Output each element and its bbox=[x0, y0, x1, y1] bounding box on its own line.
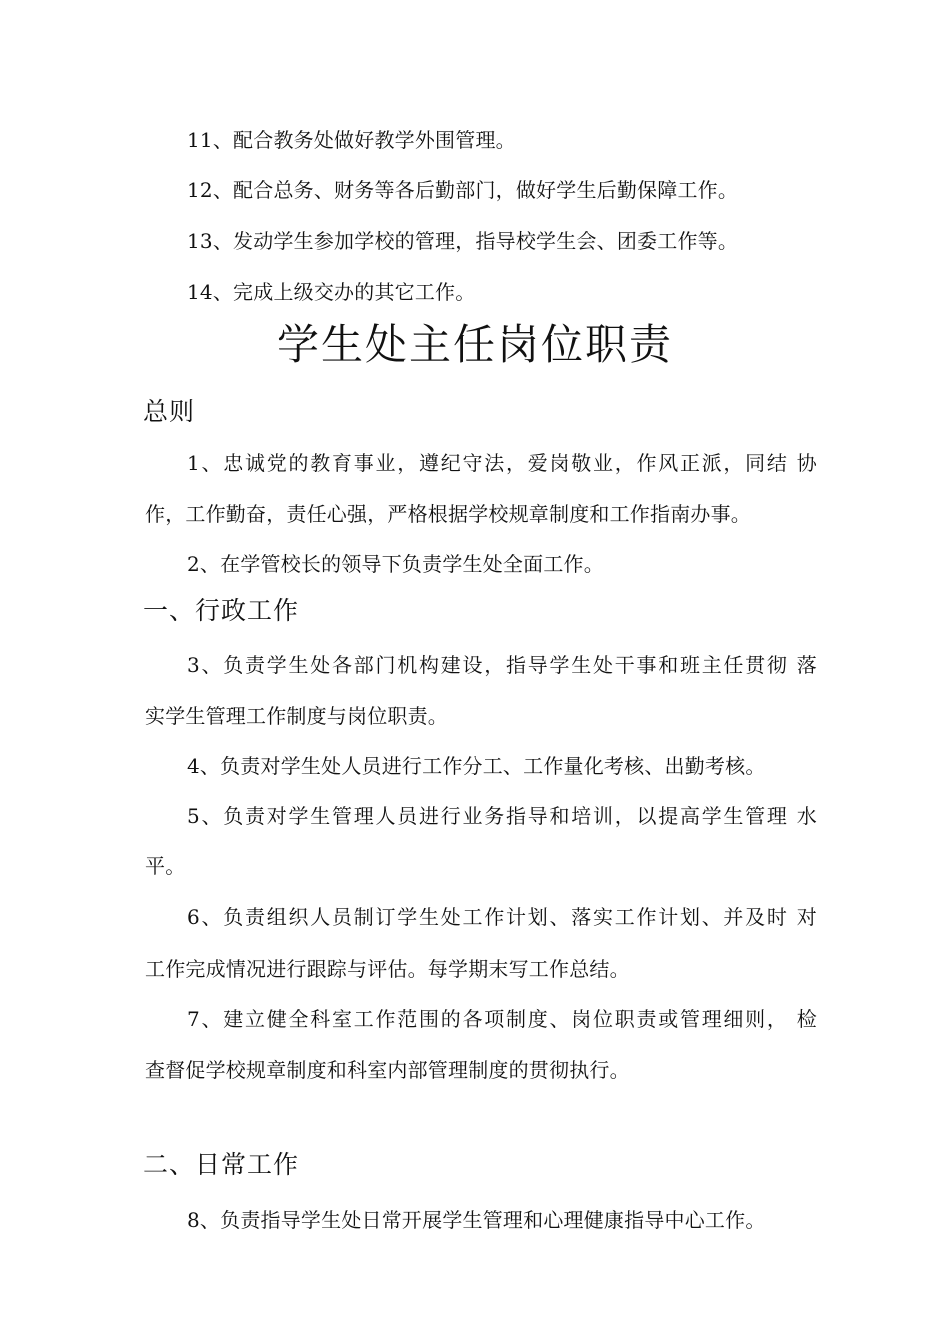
paragraph-item-4: 4、负责对学生处人员进行工作分工、工作量化考核、出勤考核。 bbox=[187, 754, 766, 778]
paragraph-item-8: 8、负责指导学生处日常开展学生管理和心理健康指导中心工作。 bbox=[187, 1208, 766, 1232]
paragraph-item-7-line-2: 查督促学校规章制度和科室内部管理制度的贯彻执行。 bbox=[145, 1058, 630, 1082]
paragraph-item-6-line-2: 工作完成情况进行跟踪与评估。每学期末写工作总结。 bbox=[145, 957, 630, 981]
paragraph-item-3-line-1: 3、负责学生处各部门机构建设，指导学生处干事和班主任贯彻 落 bbox=[187, 653, 817, 677]
section-heading-general: 总则 bbox=[143, 397, 196, 426]
list-item-14: 14、完成上级交办的其它工作。 bbox=[187, 280, 476, 304]
section-heading-daily: 二、日常工作 bbox=[143, 1150, 300, 1179]
list-item-13: 13、发动学生参加学校的管理，指导校学生会、团委工作等。 bbox=[187, 229, 739, 253]
paragraph-item-3-line-2: 实学生管理工作制度与岗位职责。 bbox=[145, 704, 448, 728]
paragraph-item-6-line-1: 6、负责组织人员制订学生处工作计划、落实工作计划、并及时 对 bbox=[187, 905, 817, 929]
paragraph-item-2: 2、在学管校长的领导下负责学生处全面工作。 bbox=[187, 552, 604, 576]
document-title: 学生处主任岗位职责 bbox=[276, 320, 673, 369]
list-item-12: 12、配合总务、财务等各后勤部门，做好学生后勤保障工作。 bbox=[187, 178, 739, 202]
paragraph-item-5-line-2: 平。 bbox=[145, 854, 186, 878]
paragraph-item-1-line-1: 1、忠诚党的教育事业，遵纪守法，爱岗敬业，作风正派，同结 协 bbox=[187, 451, 817, 475]
section-heading-admin: 一、行政工作 bbox=[143, 596, 300, 625]
paragraph-item-7-line-1: 7、建立健全科室工作范围的各项制度、岗位职责或管理细则， 检 bbox=[187, 1007, 817, 1031]
paragraph-item-1-line-2: 作，工作勤奋，责任心强，严格根据学校规章制度和工作指南办事。 bbox=[145, 502, 751, 526]
list-item-11: 11、配合教务处做好教学外围管理。 bbox=[187, 128, 516, 152]
paragraph-item-5-line-1: 5、负责对学生管理人员进行业务指导和培训，以提高学生管理 水 bbox=[187, 804, 817, 828]
